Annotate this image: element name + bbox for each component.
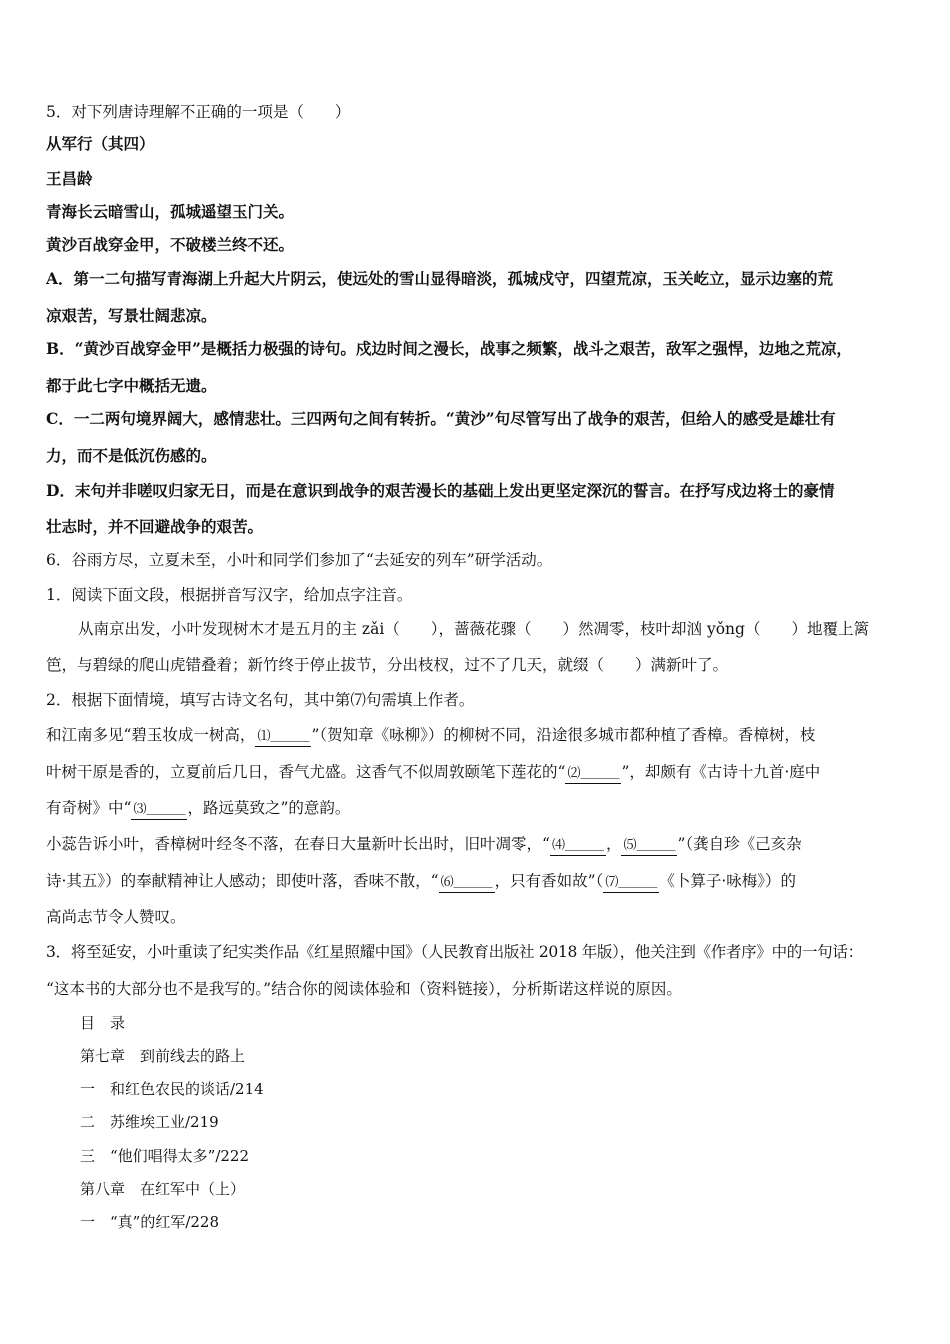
- option-b-line-2: 都于此七字中概括无遗。: [46, 376, 217, 395]
- toc-item: 一 “真”的红军/228: [80, 1213, 220, 1231]
- blank-5[interactable]: ⑸＿＿＿: [621, 837, 677, 856]
- poem-line-2: 黄沙百战穿金甲，不破楼兰终不还。: [46, 235, 295, 254]
- q6-sub2-p1-line1: 和江南多见“碧玉妆成一树高， ⑴＿＿＿ ”（贺知章《咏柳》）的柳树不同，沿途很多城市都种植了香樟。香樟树，枝: [46, 724, 914, 747]
- blank-7[interactable]: ⑺＿＿＿: [603, 874, 659, 893]
- q6-sub3-line2: “这本书的大部分也不是我写的。”结合你的阅读体验和（资料链接），分析斯诺这样说的原因。: [46, 980, 682, 998]
- q6-sub1-text-2: 笆，与碧绿的爬山虎错叠着；新竹终于停止拔节，分出枝杈，过不了几天，就缀（ ）满新叶了。: [46, 656, 729, 674]
- toc-title: 目 录: [80, 1014, 126, 1032]
- q6-sub2-p2-line2: 诗·其五》）的奉献精神让人感动；即使叶落，香味不散，“ ⑹＿＿＿ ，只有香如故”（ ⑺＿＿＿ 《卜算子·咏梅》）的: [46, 870, 914, 893]
- blank-6[interactable]: ⑹＿＿＿: [439, 874, 495, 893]
- toc-chapter-7: 第七章 到前线去的路上: [80, 1047, 246, 1065]
- q6-sub2-p2-line1: 小蕊告诉小叶，香樟树叶经冬不落，在春日大量新叶长出时，旧叶凋零，“ ⑷＿＿＿ ， ⑸＿＿＿ ”（龚自珍《己亥杂: [46, 833, 914, 856]
- toc-item: 三 “他们唱得太多”/222: [80, 1147, 250, 1165]
- option-d-line-2: 壮志时，并不回避战争的艰苦。: [46, 517, 264, 536]
- toc-chapter-8: 第八章 在红军中（上）: [80, 1180, 246, 1198]
- blank-2[interactable]: ⑵＿＿＿: [565, 765, 621, 784]
- q6-sub2-p2-line3: 高尚志节令人赞叹。: [46, 908, 186, 926]
- q6-sub1-text-1: 从南京出发，小叶发现树木才是五月的主 zǎi（ ），蔷薇花骤（ ）然凋零，枝叶却汹 yǒng（ ）地覆上篱: [78, 620, 869, 638]
- blank-4[interactable]: ⑷＿＿＿: [550, 837, 606, 856]
- blank-3[interactable]: ⑶＿＿＿: [131, 801, 187, 820]
- option-c-line-2: 力，而不是低沉伤感的。: [46, 446, 217, 465]
- option-b-line-1: B．“黄沙百战穿金甲”是概括力极强的诗句。戍边时间之漫长，战事之频繁，战斗之艰苦，敌军之强悍，边地之荒凉，: [46, 339, 852, 358]
- q6-sub2-p1-line3: 有奇树》中“ ⑶＿＿＿ ，路远莫致之”的意韵。: [46, 797, 914, 820]
- q6-sub1-stem: 1．阅读下面文段，根据拼音写汉字，给加点字注音。: [46, 586, 413, 604]
- q6-sub2-p1-line2: 叶树干原是香的，立夏前后几日，香气尤盛。这香气不似周敦颐笔下莲花的“ ⑵＿＿＿ ”，却颇有《古诗十九首·庭中: [46, 761, 914, 784]
- q6-stem: 6．谷雨方尽，立夏未至，小叶和同学们参加了“去延安的列车”研学活动。: [46, 551, 553, 569]
- option-a-line-1: A．第一二句描写青海湖上升起大片阴云，使远处的雪山显得暗淡，孤城戍守，四望荒凉，玉关屹立，显示边塞的荒: [46, 269, 834, 288]
- toc-item: 二 苏维埃工业/219: [80, 1113, 219, 1131]
- q5-stem: 5．对下列唐诗理解不正确的一项是（ ）: [46, 103, 351, 121]
- option-d-line-1: D．末句并非嗟叹归家无日，而是在意识到战争的艰苦漫长的基础上发出更坚定深沉的誓言。在抒写戍边将士的豪情: [46, 481, 835, 500]
- option-c-line-1: C．一二两句境界阔大，感情悲壮。三四两句之间有转折。“黄沙”句尽管写出了战争的艰苦，但给人的感受是雄壮有: [46, 409, 836, 428]
- poem-author: 王昌龄: [46, 169, 93, 188]
- option-a-line-2: 凉艰苦，写景壮阔悲凉。: [46, 306, 217, 325]
- poem-title: 从军行（其四）: [46, 134, 155, 153]
- q6-sub3-line1: 3．将至延安，小叶重读了纪实类作品《红星照耀中国》（人民教育出版社 2018 年版），他关注到《作者序》中的一句话：: [46, 943, 863, 961]
- toc-item: 一 和红色农民的谈话/214: [80, 1080, 264, 1098]
- blank-1[interactable]: ⑴＿＿＿: [255, 728, 311, 747]
- poem-line-1: 青海长云暗雪山，孤城遥望玉门关。: [46, 202, 295, 221]
- q6-sub2-stem: 2．根据下面情境，填写古诗文名句，其中第⑺句需填上作者。: [46, 691, 475, 709]
